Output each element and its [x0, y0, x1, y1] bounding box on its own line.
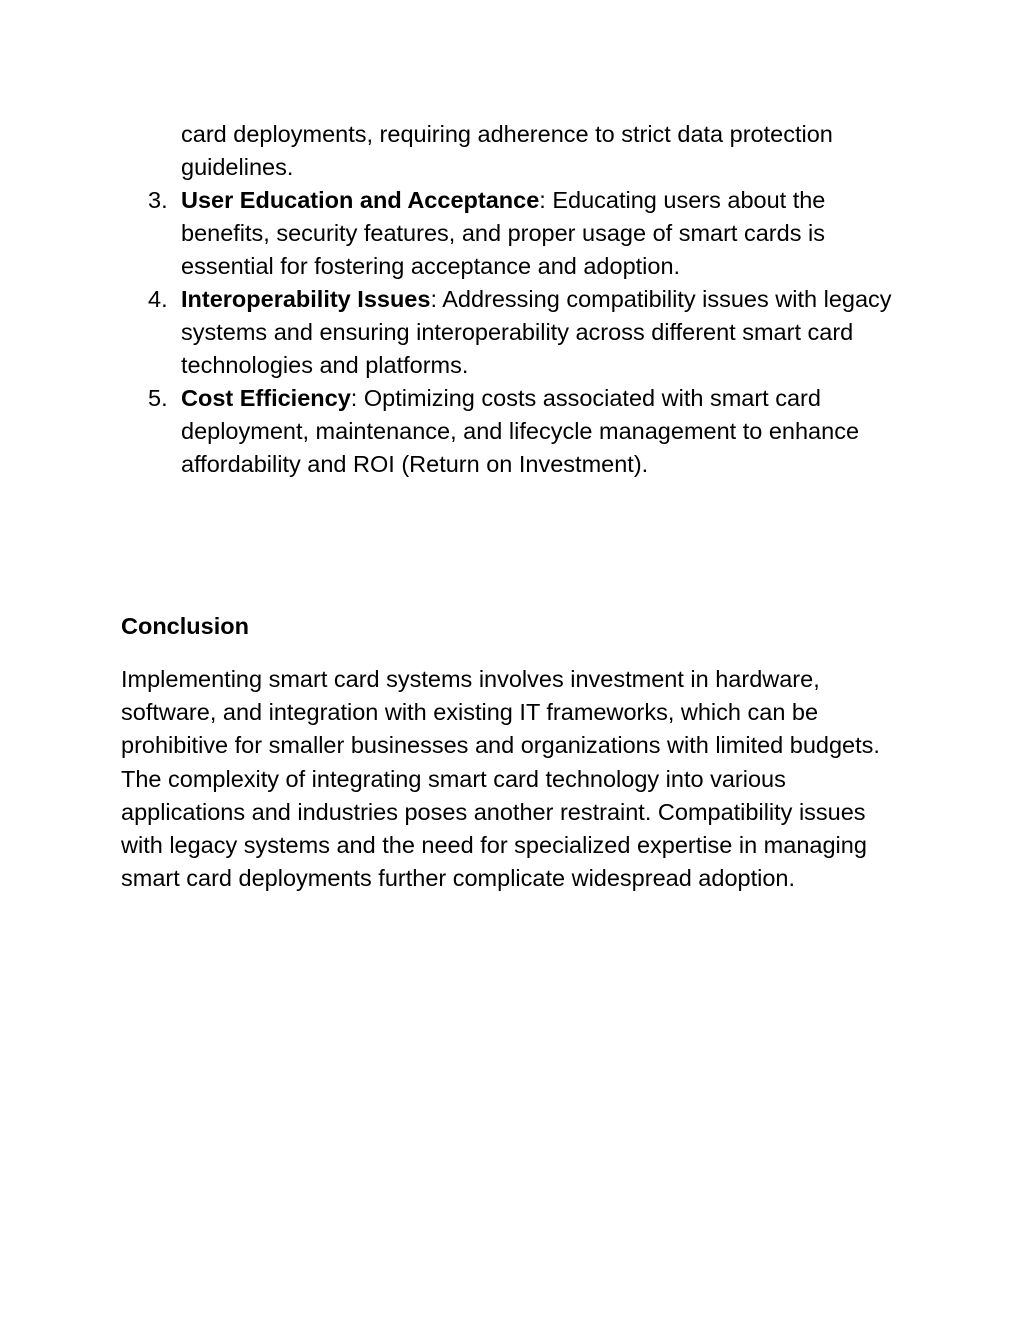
list-item-text: : Educating users about the benefits, security features, and proper usage of smart cards is essential for fostering acceptance and adoption. [181, 187, 826, 279]
list-item-cost-efficiency [0, 382, 901, 481]
list-item-title: User Education and Acceptance [181, 187, 540, 213]
numbered-list [0, 184, 1024, 481]
list-item-interoperability [0, 283, 901, 382]
list-item-continuation: card deployments, requiring adherence to strict data protection guidelines. [181, 121, 833, 180]
list-item-number: 5. [148, 385, 168, 411]
list-item-text: : Addressing compatibility issues with legacy systems and ensuring interoperability across different smart card technologies and platforms. [181, 286, 892, 378]
conclusion-paragraph: Implementing smart card systems involves investment in hardware, software, and integration with existing IT frameworks, which can be prohibitive for smaller businesses and organizations with limited budgets. The complexity of integrating smart card technology into various applications and industries poses another restraint. Compatibility issues with legacy systems and the need for specialized expertise in managing smart card deployments further complicate widespread adoption. [121, 666, 880, 892]
list-item-title: Cost Efficiency [181, 385, 351, 411]
list-item-number: 4. [148, 286, 168, 312]
conclusion-heading: Conclusion [121, 613, 249, 639]
list-item-user-education [0, 184, 901, 283]
list-item-title: Interoperability Issues [181, 286, 431, 312]
list-item-number: 3. [148, 187, 168, 213]
list-item-text: : Optimizing costs associated with smart card deployment, maintenance, and lifecycle management to enhance affordability and ROI (Return on Investment). [181, 385, 860, 477]
